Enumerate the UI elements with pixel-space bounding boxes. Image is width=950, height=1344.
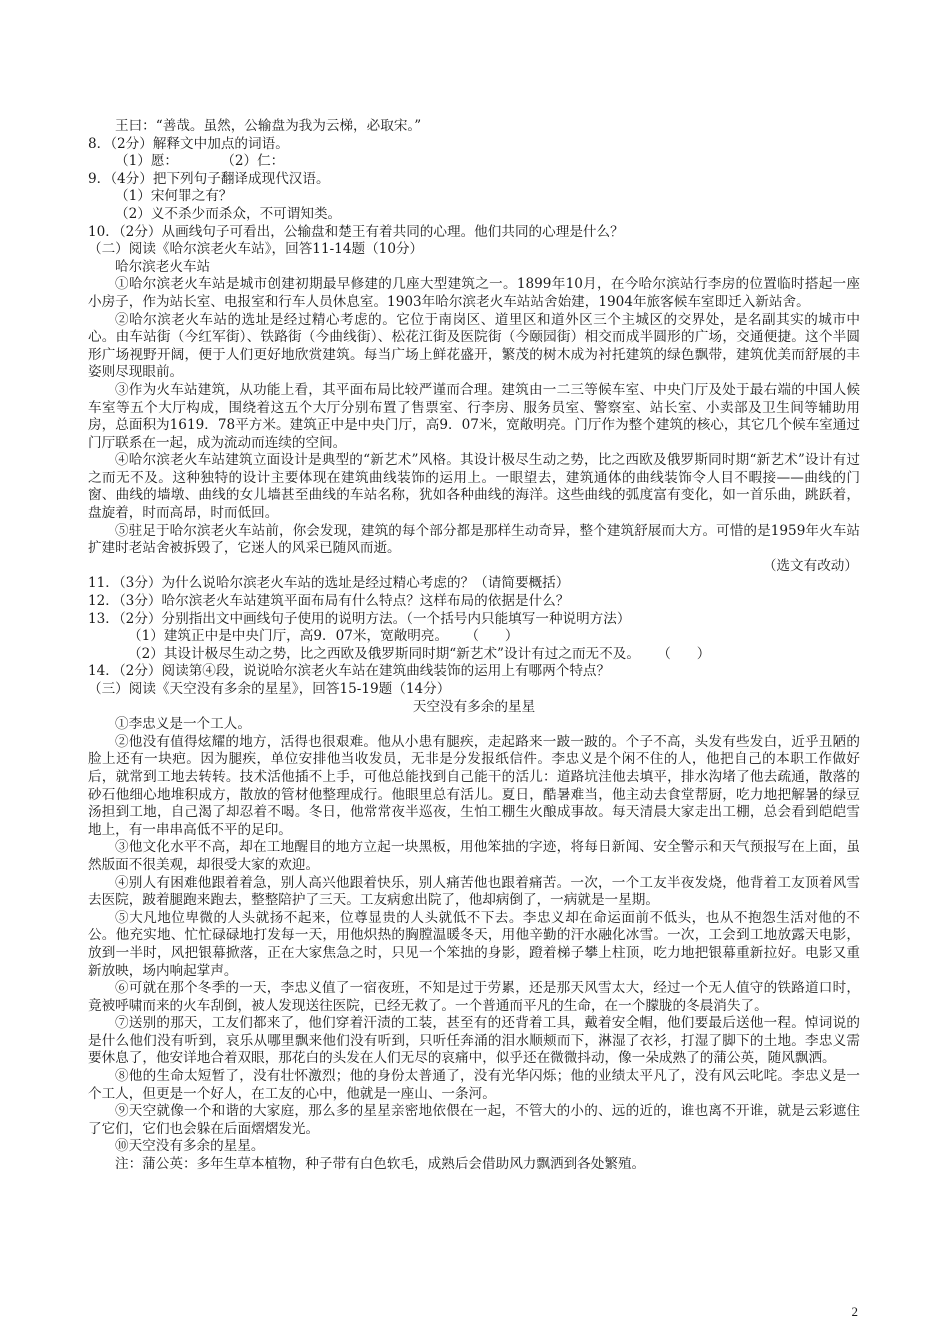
question-14: 14．（2分）阅读第④段，说说哈尔滨老火车站在建筑曲线装饰的运用上有哪两个特点？ xyxy=(88,663,611,680)
section-2-header: （二）阅读《哈尔滨老火车站》，回答11-14题（10分） xyxy=(88,241,424,258)
section-2-title: 哈尔滨老火车站 xyxy=(115,258,211,275)
section-3-paragraph: ①李忠义是一个工人。 xyxy=(115,716,251,733)
section-3-paragraph: ⑧他的生命太短暂了，没有壮怀激烈；他的身份太普通了，没有光华闪烁；他的业绩太平凡了，没有风云叱咤。李忠义是一个工人，但更是一个好人，在工友的心中，他就是一座山、一条河。 xyxy=(88,1068,860,1102)
section-3-paragraph: ⑦送别的那天，工友们都来了，他们穿着汗渍的工装，甚至有的还背着工具，戴着安全帽，他们要最后送他一程。悼词说的是什么他们没有听到，哀乐从哪里飘来他们没有听到，只听任奔涌的泪水顺颊而下，淋湿了衣衫，打湿了脚下的土地。李忠义需要休息了，他安详地合着双眼，那花白的头发在人们无尽的哀痛中，似乎还在微微抖动，像一朵成熟了的蒲公英，随风飘洒。 xyxy=(88,1015,860,1067)
question-12: 12．（3分）哈尔滨老火车站建筑平面布局有什么特点？这样布局的依据是什么？ xyxy=(88,593,570,610)
section-3-paragraph: ⑤大凡地位卑微的人头就扬不起来，位尊显贵的人头就低不下去。李忠义却在命运面前不低头，也从不抱怨生活对他的不公。他充实地、忙忙碌碌地打发每一天，用他炽热的胸膛温暖冬天，用他辛勤的汗水融化冰雪。一次，工会到工地放露天电影，放到一半时，风把银幕掀落，正在大家焦急之时，只见一个笨拙的身影，蹬着梯子攀上柱顶，吃力地把银幕重新拉好。电影又重新放映，场内响起掌声。 xyxy=(88,909,860,979)
section-3-paragraph: ⑩天空没有多余的星星。 xyxy=(115,1138,265,1155)
question-13-item-2: （2）其设计极尽生动之势，比之西欧及俄罗斯同时期“新艺术”设计有过之而无不及。 （ ） xyxy=(128,645,711,662)
question-13: 13．（2分）分别指出文中画线句子使用的说明方法。（一个括号内只能填写一种说明方法） xyxy=(88,610,631,627)
adaptation-note: （选文有改动） xyxy=(762,557,858,574)
section-2-paragraph: ④哈尔滨老火车站建筑立面设计是典型的“新艺术”风格。其设计极尽生动之势，比之西欧及俄罗斯同时期“新艺术”设计有过之而无不及。这种独特的设计主要体现在建筑曲线装饰的运用上。一眼望去，建筑通体的曲线装饰令人目不暇接——曲线的门窗、曲线的墙墩、曲线的女儿墙甚至曲线的车站名称，犹如各种曲线的海洋。这些曲线的弧度富有变化，如一首乐曲，跳跃着，盘旋着，时而高昂，时而低回。 xyxy=(88,452,860,522)
section-2-paragraph: ②哈尔滨老火车站的选址是经过精心考虑的。它位于南岗区、道里区和道外区三个主城区的交界处，是名副其实的城市中心。由车站街（今红军街）、铁路街（今曲线街）、松花江街及医院街（今颐园街）相交而成半圆形的广场，交通便捷。这个半圆形广场视野开阔，便于人们更好地欣赏建筑。每当广场上鲜花盛开，繁茂的树木成为衬托建筑的绿色飘带，建筑优美而舒展的丰姿则尽现眼前。 xyxy=(88,311,860,381)
section-2-paragraph: ⑤驻足于哈尔滨老火车站前，你会发现，建筑的每个部分都是那样生动奇异，整个建筑舒展而大方。可惜的是1959年火车站扩建时老站舍被拆毁了，它迷人的风采已随风而逝。 xyxy=(88,522,860,557)
section-3-header: （三）阅读《天空没有多余的星星》，回答15-19题（14分） xyxy=(88,681,451,697)
question-8: 8．（2分）解释文中加点的词语。 xyxy=(88,135,289,152)
section-3-paragraph: ②他没有值得炫耀的地方，活得也很艰难。他从小患有腿疾，走起路来一跛一跛的。个子不高，头发有些发白，近乎丑陋的脸上还有一块疤。因为腿疾，单位安排他当收发员，无非是分发报纸信件。李忠义是个闲不住的人，他把自己的本职工作做好后，就常到工地去转转。技术活他插不上手，可他总能找到自己能干的活儿：道路坑洼他去填平，排水沟堵了他去疏通，散落的砂石他细心地堆积成方，散放的管材他整理成行。他眼里总有活儿。夏日，酷暑难当，他主动去食堂帮厨，吃力地把解暑的绿豆汤担到工地，自己渴了却忍着不喝。冬日，他常常夜半巡夜，生怕工棚生火酿成事故。每天清晨大家走出工棚，总会看到皑皑雪地上，有一串串高低不平的足印。 xyxy=(88,733,860,838)
question-10: 10．（2分）从画线句子可看出，公输盘和楚王有着共同的心理。他们共同的心理是什么？ xyxy=(88,223,624,240)
section-3-paragraph: ③他文化水平不高，却在工地醒目的地方立起一块黑板，用他笨拙的字迹，将每日新闻、安全警示和天气预报写在上面，虽然版面不很美观，却很受大家的欢迎。 xyxy=(88,839,860,873)
quote-line: 王曰：“善哉。虽然，公输盘为我为云梯，必取宋。” xyxy=(115,118,422,134)
section-3-title: 天空没有多余的星星 xyxy=(412,698,536,715)
section-2-paragraph: ③作为火车站建筑，从功能上看，其平面布局比较严谨而合理。建筑由一二三等候车室、中央门厅及处于最右端的中国人候车室等五个大厅构成，围绕着这五个大厅分别布置了售票室、行李房、服务员室、警察室、站长室、小卖部及卫生间等辅助用房，总面积为1619．78平方米。建筑正中是中央门厅，高9．07米，宽敞明亮。门厅作为整个建筑的核心，其它几个候车室通过门厅联系在一起，成为流动而连续的空间。 xyxy=(88,381,860,451)
question-13-item-1: （1）建筑正中是中央门厅，高9．07米，宽敞明亮。 （ ） xyxy=(128,628,519,645)
question-11: 11．（3分）为什么说哈尔滨老火车站的选址是经过精心考虑的？（请简要概括） xyxy=(88,575,570,592)
section-3-paragraph: ④别人有困难他跟着着急，别人高兴他跟着快乐，别人痛苦他也跟着痛苦。一次，一个工友半夜发烧，他背着工友顶着风雪去医院，跛着腿跑来跑去，整整陪护了三天。工友病愈出院了，他却病倒了，一病就是一星期。 xyxy=(88,874,860,909)
section-3-paragraph: ⑥可就在那个冬季的一天，李忠义值了一宿夜班，不知是过于劳累，还是那天风雪太大，经过一个无人值守的铁路道口时，竟被呼啸而来的火车刮倒，被人发现送往医院，已经无救了。一个普通而平凡的生命，在一个朦胧的冬晨消失了。 xyxy=(88,980,860,1014)
page-number: 2 xyxy=(851,1304,858,1319)
question-9: 9．（4分）把下列句子翻译成现代汉语。 xyxy=(88,170,330,187)
question-9-item-2: （2）义不杀少而杀众，不可谓知类。 xyxy=(115,205,342,222)
section-3-paragraph: ⑨天空就像一个和谐的大家庭，那么多的星星亲密地依偎在一起，不管大的小的、远的近的，谁也离不开谁，就是云彩遮住了它们，它们也会躲在后面熠熠发光。 xyxy=(88,1103,860,1137)
annotation-note: 注：蒲公英：多年生草本植物，种子带有白色软毛，成熟后会借助风力飘洒到各处繁殖。 xyxy=(115,1156,646,1173)
document-body xyxy=(88,118,860,1174)
section-2-paragraph: ①哈尔滨老火车站是城市创建初期最早修建的几座大型建筑之一。1899年10月，在今哈尔滨站行李房的位置临时搭起一座小房子，作为站长室、电报室和行车人员休息室。1903年哈尔滨老火车站站舍始建，1904年旅客候车室即迁入新站舍。 xyxy=(88,276,860,310)
question-9-item-1: （1）宋何罪之有？ xyxy=(115,188,233,205)
question-8-items: （1）愿： （2）仁： xyxy=(115,153,285,170)
